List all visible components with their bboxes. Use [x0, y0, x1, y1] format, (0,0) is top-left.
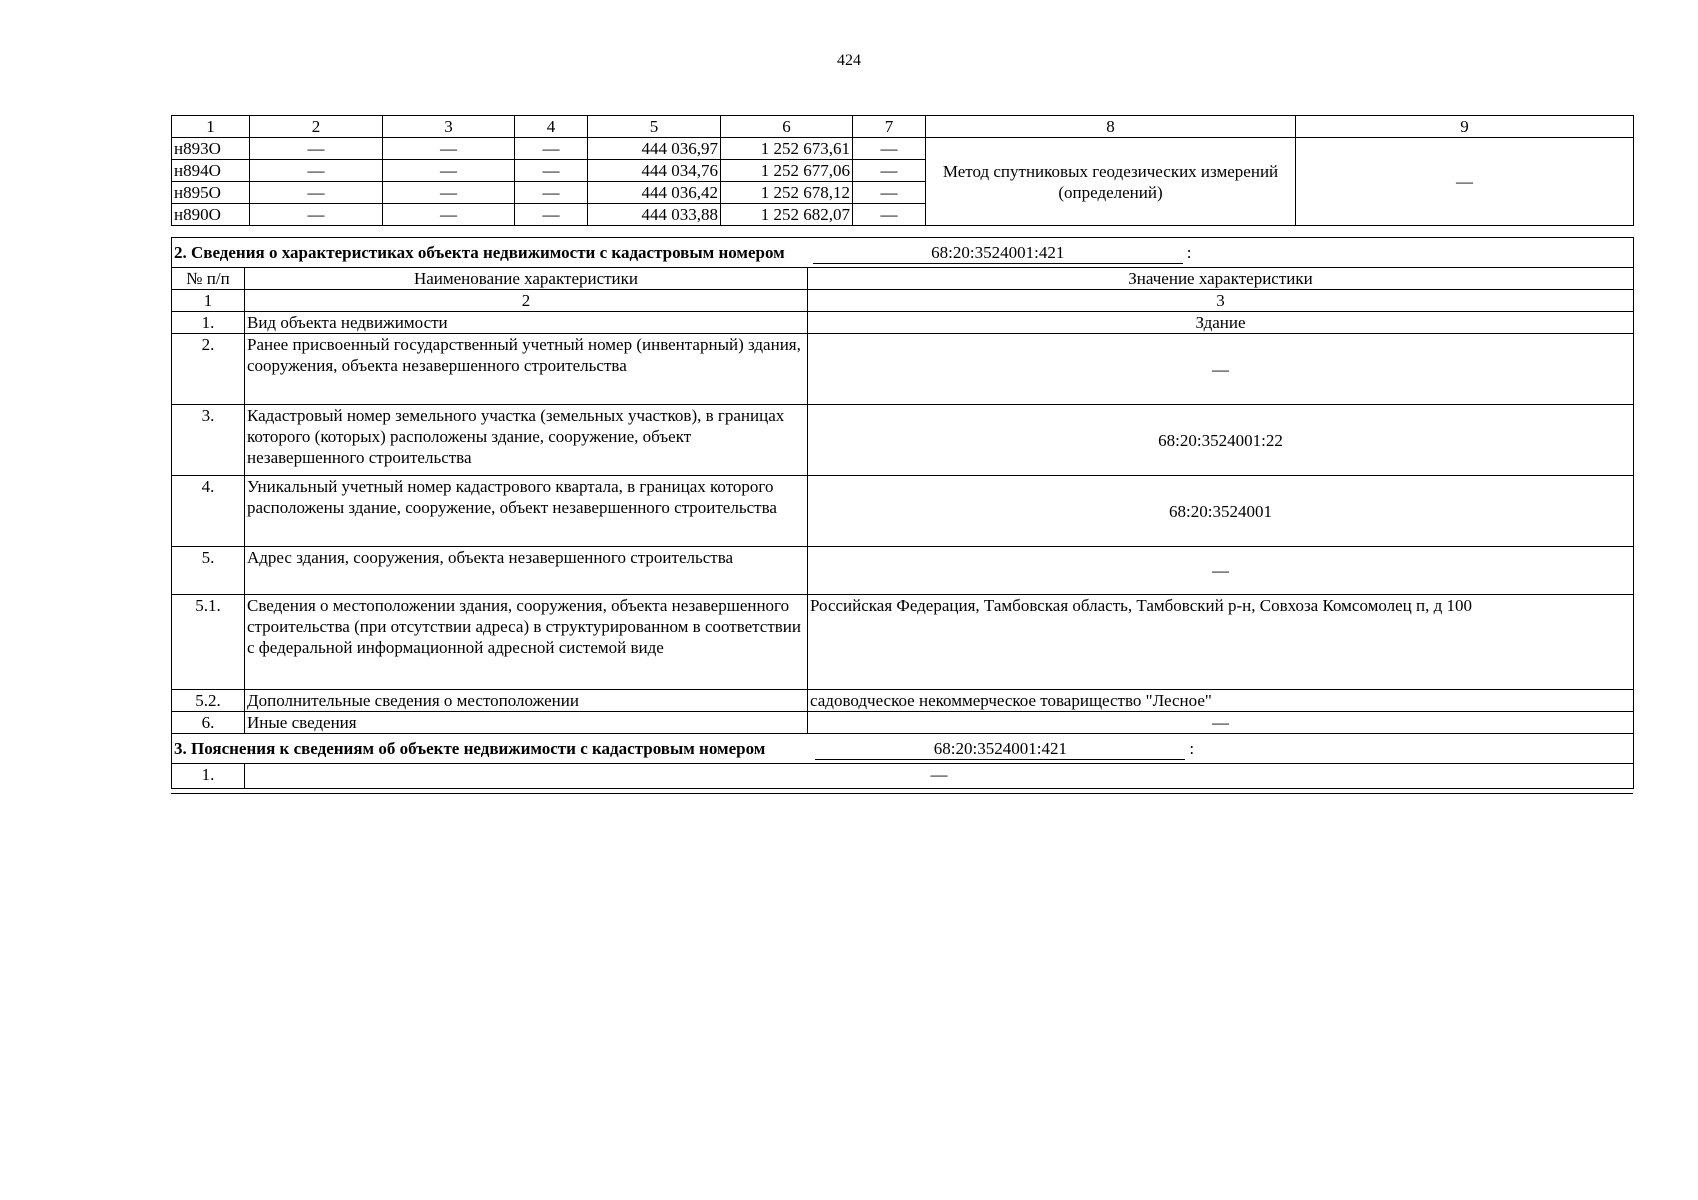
- characteristics-table: [171, 237, 1634, 789]
- cell: —: [853, 204, 926, 226]
- cell: —: [250, 138, 383, 160]
- section3-title: 3. Пояснения к сведениям об объекте недвижимости с кадастровым номером: [174, 738, 766, 758]
- table-row: [172, 476, 1634, 547]
- characteristic-name: Вид объекта недвижимости: [245, 312, 808, 334]
- coord-x: 444 033,88: [588, 204, 721, 226]
- cell: —: [515, 138, 588, 160]
- point-name: н894О: [172, 160, 250, 182]
- row-number: 6.: [172, 712, 245, 734]
- characteristic-name: Кадастровый номер земельного участка (земельных участков), в границах которого (которых) расположены здание, сооружение, объект незавершенного строительства: [245, 405, 808, 476]
- table-bottom-rule: [171, 793, 1633, 794]
- characteristics-header-row: [172, 268, 1634, 290]
- characteristic-value: 68:20:3524001: [808, 476, 1634, 547]
- section3-cadastral-number: 68:20:3524001:421: [815, 738, 1185, 760]
- table-row: [172, 690, 1634, 712]
- characteristic-name: Ранее присвоенный государственный учетный номер (инвентарный) здания, сооружения, объекта незавершенного строительства: [245, 334, 808, 405]
- header-cell: 6: [721, 116, 853, 138]
- row-number: 5.2.: [172, 690, 245, 712]
- table-row: [172, 312, 1634, 334]
- header-value: Значение характеристики: [808, 268, 1634, 290]
- cell: —: [250, 204, 383, 226]
- header-cell: 8: [926, 116, 1296, 138]
- cell: —: [250, 160, 383, 182]
- table-row: [172, 138, 1634, 160]
- col9-cell: —: [1296, 138, 1634, 226]
- subheader-value: 3: [808, 290, 1634, 312]
- coord-y: 1 252 677,06: [721, 160, 853, 182]
- header-cell: 3: [383, 116, 515, 138]
- characteristic-value: —: [808, 712, 1634, 734]
- row-number: 5.: [172, 547, 245, 595]
- section2-cadastral-number: 68:20:3524001:421: [813, 242, 1183, 264]
- cell: —: [383, 182, 515, 204]
- characteristic-name: Дополнительные сведения о местоположении: [245, 690, 808, 712]
- section2-colon: :: [1186, 242, 1192, 262]
- subheader-name: 2: [245, 290, 808, 312]
- row-number: 1.: [172, 312, 245, 334]
- cell: —: [853, 160, 926, 182]
- header-num: № п/п: [172, 268, 245, 290]
- section2-title-row: [172, 238, 1634, 268]
- explanation-text: —: [245, 764, 1634, 789]
- cell: —: [383, 204, 515, 226]
- page-number: 424: [837, 52, 861, 69]
- characteristic-value: садоводческое некоммерческое товарищество "Лесное": [808, 690, 1634, 712]
- table-row: [172, 334, 1634, 405]
- cell: —: [383, 160, 515, 182]
- row-number: 2.: [172, 334, 245, 405]
- characteristic-name: Адрес здания, сооружения, объекта незавершенного строительства: [245, 547, 808, 595]
- row-number: 5.1.: [172, 595, 245, 690]
- row-number: 1.: [172, 764, 245, 789]
- header-cell: 1: [172, 116, 250, 138]
- cell: —: [515, 182, 588, 204]
- subheader-num: 1: [172, 290, 245, 312]
- coord-y: 1 252 682,07: [721, 204, 853, 226]
- header-cell: 9: [1296, 116, 1634, 138]
- header-name: Наименование характеристики: [245, 268, 808, 290]
- characteristic-value: —: [808, 334, 1634, 405]
- coordinates-table: [171, 115, 1634, 226]
- header-cell: 5: [588, 116, 721, 138]
- header-cell: 4: [515, 116, 588, 138]
- coord-x: 444 036,97: [588, 138, 721, 160]
- table-row: [172, 712, 1634, 734]
- table-row: [172, 547, 1634, 595]
- cell: —: [250, 182, 383, 204]
- coord-x: 444 036,42: [588, 182, 721, 204]
- cell: —: [383, 138, 515, 160]
- header-cell: 2: [250, 116, 383, 138]
- table-row: [172, 405, 1634, 476]
- section3-colon: :: [1189, 738, 1195, 758]
- method-cell: Метод спутниковых геодезических измерений (определений): [926, 138, 1296, 226]
- characteristic-value: —: [808, 547, 1634, 595]
- characteristic-value: Российская Федерация, Тамбовская область, Тамбовский р-н, Совхоза Комсомолец п, д 100: [808, 595, 1634, 690]
- cell: —: [515, 204, 588, 226]
- cell: —: [853, 182, 926, 204]
- coord-y: 1 252 678,12: [721, 182, 853, 204]
- point-name: н893О: [172, 138, 250, 160]
- table-row: [172, 595, 1634, 690]
- point-name: н890О: [172, 204, 250, 226]
- characteristic-name: Иные сведения: [245, 712, 808, 734]
- characteristic-name: Уникальный учетный номер кадастрового квартала, в границах которого расположены здание, сооружение, объект незавершенного строительства: [245, 476, 808, 547]
- point-name: н895О: [172, 182, 250, 204]
- header-cell: 7: [853, 116, 926, 138]
- row-number: 4.: [172, 476, 245, 547]
- characteristic-value: Здание: [808, 312, 1634, 334]
- coordinates-header-row: [172, 116, 1634, 138]
- section3-title-row: [172, 734, 1634, 764]
- cell: —: [853, 138, 926, 160]
- table-row: [172, 764, 1634, 789]
- coord-x: 444 034,76: [588, 160, 721, 182]
- cell: —: [515, 160, 588, 182]
- coord-y: 1 252 673,61: [721, 138, 853, 160]
- characteristic-value: 68:20:3524001:22: [808, 405, 1634, 476]
- row-number: 3.: [172, 405, 245, 476]
- section2-title: 2. Сведения о характеристиках объекта недвижимости с кадастровым номером: [174, 242, 785, 262]
- characteristic-name: Сведения о местоположении здания, сооружения, объекта незавершенного строительства (при отсутствии адреса) в структурированном в соответствии с федеральной информационной адресной системой виде: [245, 595, 808, 690]
- characteristics-subheader-row: [172, 290, 1634, 312]
